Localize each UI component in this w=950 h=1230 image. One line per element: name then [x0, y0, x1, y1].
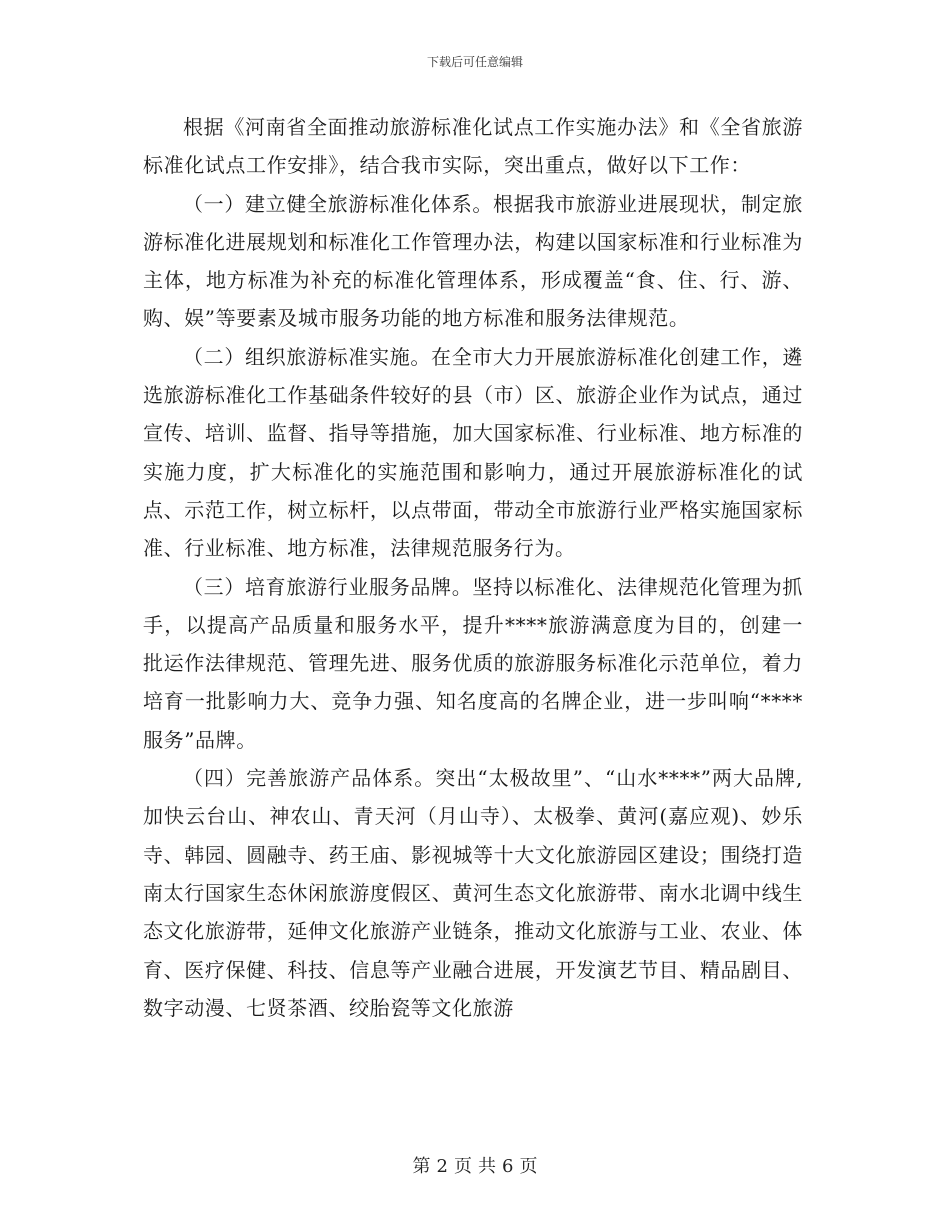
current-page-number: 2	[436, 1156, 448, 1177]
footer-suffix: 页	[519, 1156, 538, 1177]
page-footer	[0, 1152, 950, 1178]
section-3-paragraph: （三）培育旅游行业服务品牌。坚持以标准化、法律规范化管理为抓手，以提高产品质量和服务水平，提升****旅游满意度为目的，创建一批运作法律规范、管理先进、服务优质的旅游服务标准化示范单位，着力培育一批影响力大、竞争力强、知名度高的名牌企业，进一步叫响“****服务”品牌。	[143, 574, 803, 752]
footer-prefix: 第	[412, 1156, 431, 1177]
section-4-paragraph: （四）完善旅游产品体系。突出“太极故里”、“山水****”两大品牌,加快云台山、神农山、青天河（月山寺）、太极拳、黄河(嘉应观)、妙乐寺、韩园、圆融寺、药王庙、影视城等十大文化旅游园区建设；围绕打造南太行国家生态休闲旅游度假区、黄河生态文化旅游带、南水北调中线生态文化旅游带，延伸文化旅游产业链条，推动文化旅游与工业、农业、体育、医疗保健、科技、信息等产业融合进展，开发演艺节目、精品剧目、数字动漫、七贤茶酒、绞胎瓷等文化旅游	[143, 766, 803, 1020]
intro-paragraph: 根据《河南省全面推动旅游标准化试点工作实施办法》和《全省旅游标准化试点工作安排》，结合我市实际，突出重点，做好以下工作：	[143, 115, 803, 178]
section-2-paragraph: （二）组织旅游标准实施。在全市大力开展旅游标准化创建工作，遴选旅游标准化工作基础条件较好的县（市）区、旅游企业作为试点，通过宣传、培训、监督、指导等措施，加大国家标准、行业标准、地方标准的实施力度，扩大标准化的实施范围和影响力，通过开展旅游标准化的试点、示范工作，树立标杆，以点带面，带动全市旅游行业严格实施国家标准、行业标准、地方标准，法律规范服务行为。	[143, 344, 803, 561]
page-header: 下载后可任意编辑	[426, 55, 523, 69]
total-pages-number: 6	[502, 1156, 514, 1177]
footer-total-word: 共	[478, 1156, 496, 1177]
document-body	[143, 108, 803, 1027]
footer-page-word: 页	[454, 1156, 472, 1177]
section-1-paragraph: （一）建立健全旅游标准化体系。根据我市旅游业进展现状，制定旅游标准化进展规划和标准化工作管理办法，构建以国家标准和行业标准为主体，地方标准为补充的标准化管理体系，形成覆盖“食、住、行、游、购、娱”等要素及城市服务功能的地方标准和服务法律规范。	[143, 191, 803, 331]
